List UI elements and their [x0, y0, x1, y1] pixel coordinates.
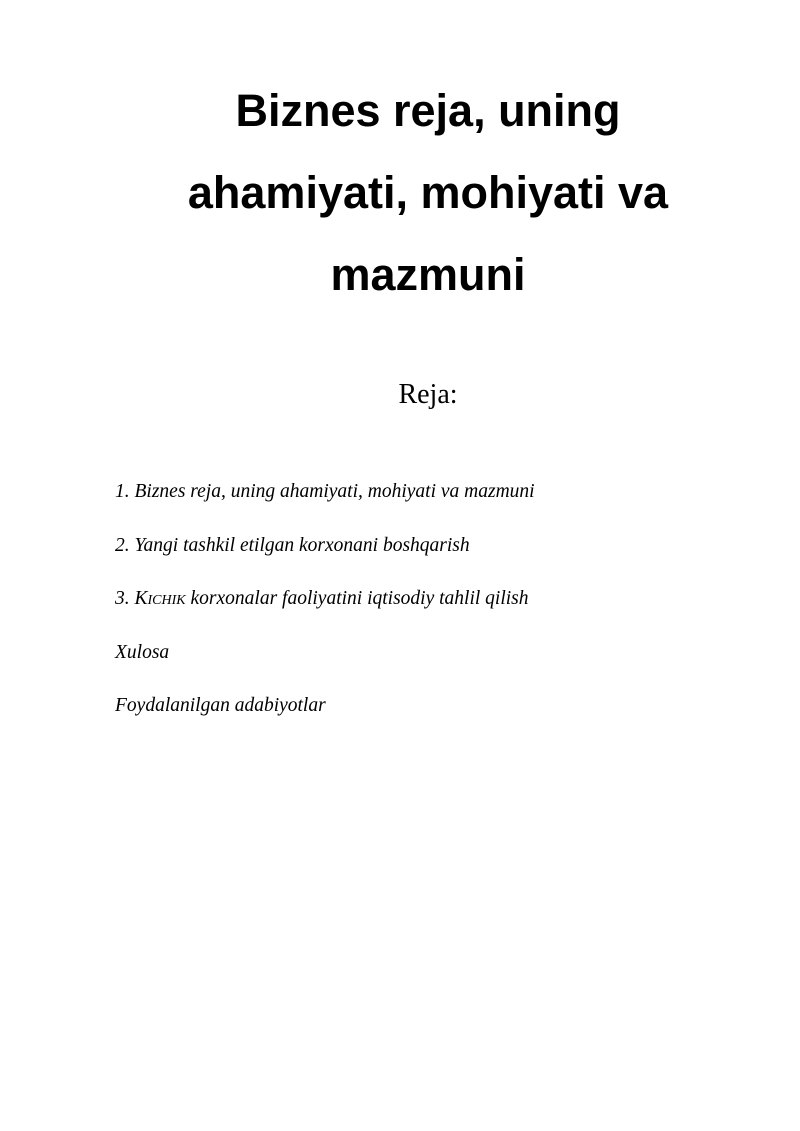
toc-item-text: korxonalar faoliyatini iqtisodiy tahlil qilish: [185, 588, 529, 609]
toc-item-prefix: 3.: [115, 588, 135, 609]
document-title: Biznes reja, uning ahamiyati, mohiyati va mazmuni: [187, 85, 669, 300]
toc-item-text: Foydalanilgan adabiyotlar: [115, 695, 326, 716]
toc-item-3: [115, 585, 535, 613]
toc-item-conclusion: [115, 639, 535, 667]
table-of-contents: [115, 478, 535, 746]
toc-item-references: [115, 692, 535, 720]
toc-item-2: [115, 532, 535, 560]
toc-item-text: 2. Yangi tashkil etilgan korxonani boshqarish: [115, 534, 470, 556]
toc-item-smallcaps-word: Kichik: [134, 588, 186, 609]
toc-item-text: 1. Biznes reja, uning ahamiyati, mohiyati va mazmuni: [115, 481, 535, 502]
toc-item-text: Xulosa: [115, 641, 170, 663]
toc-item-1: [115, 478, 535, 506]
plan-heading: Reja:: [398, 379, 458, 410]
